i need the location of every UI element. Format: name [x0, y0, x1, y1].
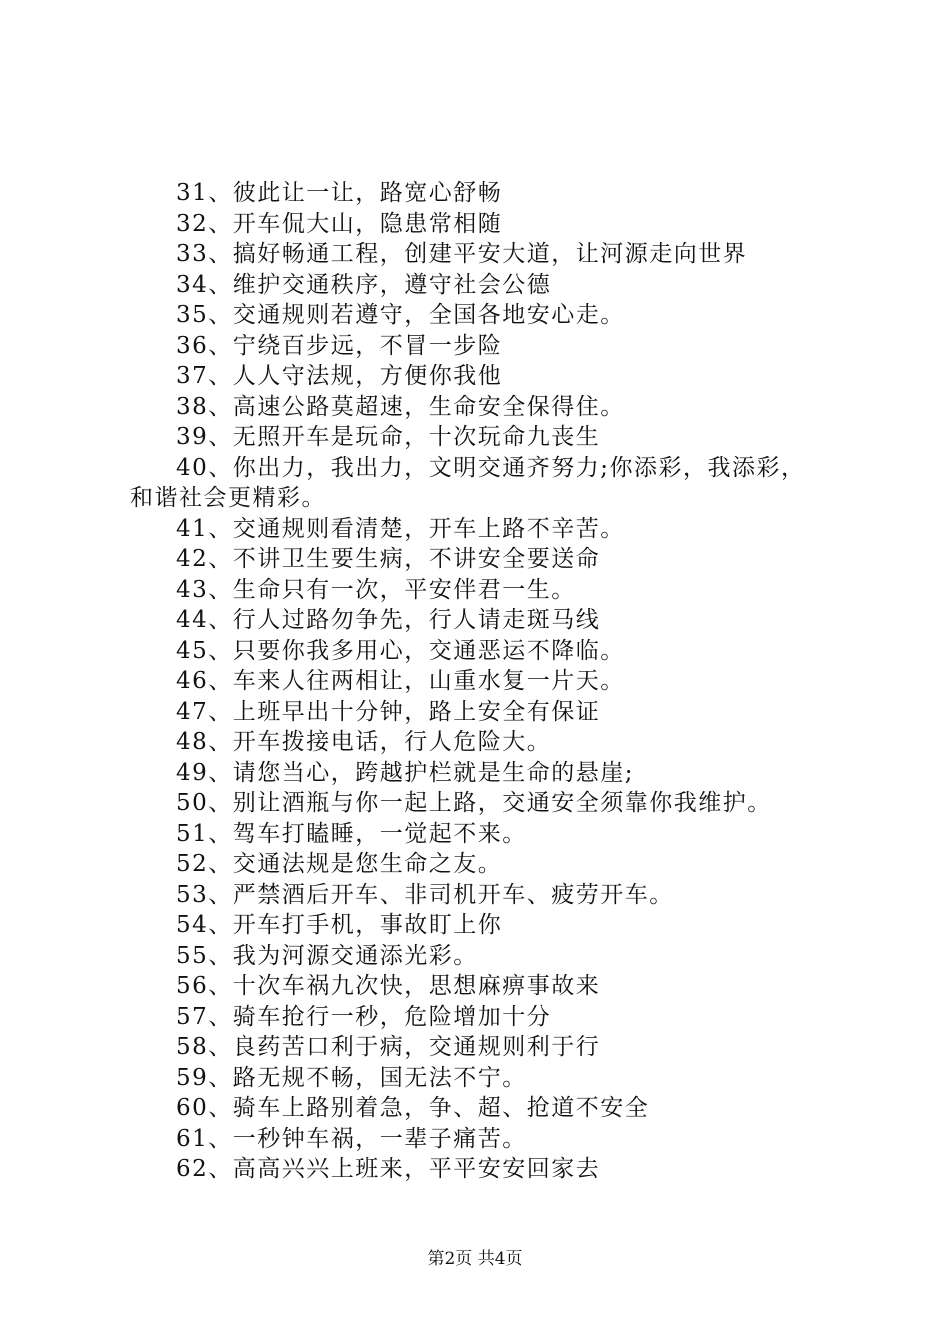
- slogan-line: 48、开车拨接电话，行人危险大。: [176, 729, 552, 755]
- slogan-line: 54、开车打手机，事故盯上你: [176, 912, 503, 938]
- slogan-line: 47、上班早出十分钟，路上安全有保证: [176, 698, 601, 725]
- slogan-line: 55、我为河源交通添光彩。: [176, 942, 478, 969]
- slogan-line: 49、请您当心，跨越护栏就是生命的悬崖;: [176, 759, 635, 786]
- slogan-line: 36、宁绕百步远，不冒一步险: [176, 332, 503, 359]
- slogan-line: 45、只要你我多用心，交通恶运不降临。: [176, 637, 625, 664]
- slogan-line: 50、别让酒瓶与你一起上路，交通安全须靠你我维护。: [176, 790, 772, 816]
- slogan-line: 56、十次车祸九次快，思想麻痹事故来: [176, 973, 601, 999]
- slogan-line: 40、你出力，我出力，文明交通齐努力;你添彩，我添彩，: [176, 454, 806, 481]
- slogan-line: 61、一秒钟车祸，一辈子痛苦。: [176, 1125, 527, 1152]
- slogan-line: 38、高速公路莫超速，生命安全保得住。: [176, 393, 625, 420]
- slogan-line: 41、交通规则看清楚，开车上路不辛苦。: [176, 515, 625, 542]
- slogan-line: 46、车来人往两相让，山重水复一片天。: [176, 668, 625, 694]
- slogan-line: 60、骑车上路别着急，争、超、抢道不安全: [176, 1095, 650, 1121]
- slogan-line: 35、交通规则若遵守，全国各地安心走。: [176, 302, 625, 328]
- slogan-line: 62、高高兴兴上班来，平平安安回家去: [176, 1156, 601, 1182]
- slogan-line-continuation: 和谐社会更精彩。: [130, 485, 326, 511]
- slogan-line: 33、搞好畅通工程，创建平安大道，让河源走向世界: [176, 241, 748, 267]
- slogan-line: 52、交通法规是您生命之友。: [176, 851, 503, 877]
- slogan-line: 53、严禁酒后开车、非司机开车、疲劳开车。: [176, 881, 674, 908]
- slogan-line: 32、开车侃大山，隐患常相随: [176, 210, 503, 237]
- slogan-line: 58、良药苦口利于病，交通规则利于行: [176, 1034, 601, 1060]
- slogan-line: 31、彼此让一让，路宽心舒畅: [176, 180, 503, 206]
- slogan-line: 34、维护交通秩序，遵守社会公德: [176, 271, 552, 298]
- slogan-line: 44、行人过路勿争先，行人请走斑马线: [176, 607, 601, 633]
- slogan-list: [130, 178, 830, 1185]
- page-number-footer: 第2页 共4页: [427, 1249, 523, 1269]
- slogan-line: 57、骑车抢行一秒，危险增加十分: [176, 1003, 552, 1030]
- slogan-line: 51、驾车打瞌睡，一觉起不来。: [176, 820, 527, 847]
- slogan-line: 42、不讲卫生要生病，不讲安全要送命: [176, 546, 601, 572]
- slogan-line: 43、生命只有一次，平安伴君一生。: [176, 576, 576, 603]
- slogan-line: 59、路无规不畅，国无法不宁。: [176, 1064, 527, 1091]
- slogan-line: 37、人人守法规，方便你我他: [176, 363, 503, 389]
- slogan-line: 39、无照开车是玩命，十次玩命九丧生: [176, 424, 601, 450]
